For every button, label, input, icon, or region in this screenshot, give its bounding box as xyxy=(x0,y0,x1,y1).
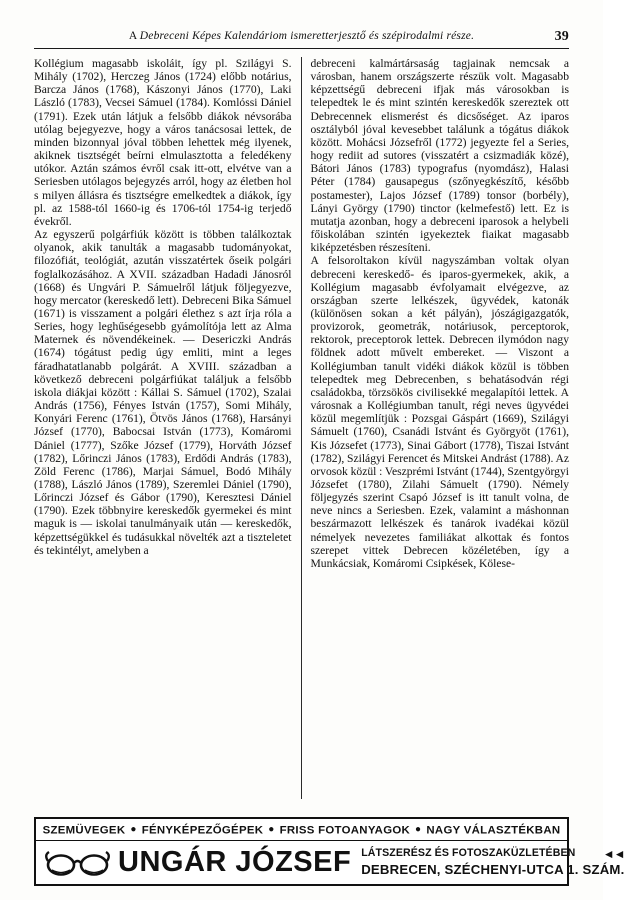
advertisement-body xyxy=(36,841,624,884)
advertiser-trade: LÁTSZERÉSZ ÉS FOTOSZAKÜZLETÉBEN xyxy=(361,847,576,860)
paragraph: Kollégium magasabb iskoláit, így pl. Szilágyi S. Mihály (1702), Herczeg János (1724) előbb notárius, Barcza János (1768), Kászonyi János (1770), Laki László (1783), Vecsei Sámuel (1784). Komlóssi Dániel (1791). Ezek után látjuk a felsőbb diákok névsorába utólag bejegyezve, hogy a város tanácsosai lettek, de minden bizonnyal jóval többen lehettek még ilyenek, akiknek tisztségét beírni elmulasztotta a feledékeny utókor. Aztán számos évről csak itt-ott, elvétve van a Seriesben utólagos bejegyzés arról, hogy az életben hol s milyen állásra és tisztségre emelkedtek a diákok, így pl. az 1588-tól 1660-ig és 1706-tól 1754-ig terjedő évekről. xyxy=(34,57,292,228)
running-head-prefix: A xyxy=(128,30,140,42)
advertisement xyxy=(34,817,624,887)
bullet-icon: ● xyxy=(415,823,422,835)
bullet-icon: ● xyxy=(130,823,137,835)
advertisement-headline xyxy=(36,819,567,842)
running-head-title: Debreceni Képes Kalendáriom xyxy=(139,30,288,42)
ad-item-materials: FRISS FOTOANYAGOK xyxy=(279,824,411,836)
body-columns xyxy=(34,57,569,799)
advertiser-trade-line xyxy=(361,847,624,861)
running-head-text xyxy=(129,30,474,42)
bullet-icon: ● xyxy=(268,823,275,835)
page-number: 39 xyxy=(554,29,569,44)
ad-item-glasses: SZEMÜVEGEK xyxy=(42,824,126,836)
paragraph: Az egyszerű polgárfiúk között is többen találkoztak olyanok, akik tanulták a magasabb tudományokat, filozófiát, teológiát, azután visszatértek őseik polgári foglalkozásához. A XVII. században Hadadi Jánosról (1668) és Ungvári P. Sámuelről látjuk följegyezve, hogy mercator (kereskedő lett). Debreceni Bika Sámuel (1671) is visszament a polgári élethez s azt írja róla a Series, hogy leghűségesebb gyámolítója lett az Alma Maternek és növendékeinek. — Desericzki András (1674) tógátust pedig úgy emliti, mint a leges fáradhatatlanabb polgárát. A XVIII. században a következő debreceni polgárfiúkat találjuk a felsőbb iskola diákjai között : Kállai S. Sámuel (1702), Szalai András (1756), Fényes István (1757), Somi Mihály, Konyári Ferenc (1761), Ötvös János (1768), Harsányi József (1770), Babocsai István (1773), Komáromi Dániel (1777), Szőke József (1779), Horváth József (1782), Lőrinczi János (1783), Erdődi András (1783), Zöld Ferenc (1786), Marjai Sámuel, Bodó Mihály (1788), László János (1789), Szeremlei Dániel (1790), Lőrinczi József és Gábor (1790), Keresztesi Dániel (1790). Ezek többnyire kereskedők gyermekei és mint maguk is — iskolai tanulmányaik után — kereskedők, képzettségükkel és tudásukkal növelték azt a tiszteletet és tekintélyt, amelyben a xyxy=(34,228,292,557)
ad-item-selection: NAGY VÁLASZTÉKBAN xyxy=(426,824,561,836)
eyeglasses-icon xyxy=(42,846,116,878)
ad-item-cameras: FÉNYKÉPEZŐGÉPEK xyxy=(141,824,264,836)
arrows-icon: ◄◄ xyxy=(602,846,624,861)
advertiser-name: UNGÁR JÓZSEF xyxy=(118,845,352,878)
running-head-subtitle: ismeretterjesztő és szépirodalmi része. xyxy=(287,30,475,42)
paragraph: A felsoroltakon kívül nagyszámban voltak olyan debreceni kereskedő- és iparos-gyermekek, akik, a Kollégium magasabb évfolyamait elvégezve, az országban szerte lelkészek, ügyvédek, katonák (különösen sokan a két pályán), jószágigazgatók, provizorok, geometrák, notáriusok, perceptorok, rektorok, preceptorok lettek. Debrecen ilymódon nagy földnek adott művelt embereket. — Viszont a Kollégiumban tanult vidéki diákok közül is többen telepedtek meg Debrecenben, s behatásodván régi családokba, törzsökös civilisekké megalapítói lettek. A városnak a Kollégiumban tanult, régi neves ügyvédei közül megemlítjük : Pozsgai Gáspárt (1669), Szilágyi Sámuelt (1760), Csanádi Istvánt és Györgyöt (1761), Kis Józsefet (1773), Sinai Gábort (1778), Tiszai Istvánt (1782), Szilágyi Ferencet és Mitskei Andrást (1788). Az orvosok közül : Veszprémi Istvánt (1744), Szentgyörgyi Józsefet (1780), Zilahi Sámuelt (1790). Némely följegyzés szerint Csapó József is itt tanult volna, de neve nincs a Seriesben. Ezek, valamint a máshonnan beszármazott lelkészek és tanárok ivadékai közül némelyek nevezetes familiákat alkottak és fontos szerepet vittek Debrecen közéletében, így a Munkácsiak, Komáromi Csipkések, Kölese- xyxy=(310,254,569,570)
header-rule xyxy=(34,48,569,49)
paragraph: debreceni kalmártársaság tagjainak nemcsak a városban, hanem országszerte részük volt. Magasabb képzettségű debreceni ifjak más városokban is telepedtek le és mint szintén kereskedők szereztek ott Debrecennek elismerést és dicsőséget. Az iparos osztályból jóval kevesebbet találunk a tógátus diákok között. Mohácsi Józsefről (1772) jegyezte fel a Series, hogy rediit ad sutores (visszatért a csizmadiák közé), Bátori János (1783) typografus (nyomdász), Halasi Péter (1784) gausapegus (szőnyegkészítő, később postamester), Lajos József (1789) tonsor (borbély), Lányi György (1790) tinctor (kelmefestő) lett. Ez is mutatja azonban, hogy a debreceni iparosok a helybeli főiskolában szintén igyekeztek fiaikat magasabb kiképzetésben részesíteni. xyxy=(310,57,569,255)
left-column xyxy=(34,57,302,799)
advertiser-address: DEBRECEN, SZÉCHENYI-UTCA 1. SZÁM. xyxy=(361,861,624,877)
running-head xyxy=(34,30,569,46)
right-column xyxy=(302,57,570,799)
advertisement-details xyxy=(361,847,624,878)
